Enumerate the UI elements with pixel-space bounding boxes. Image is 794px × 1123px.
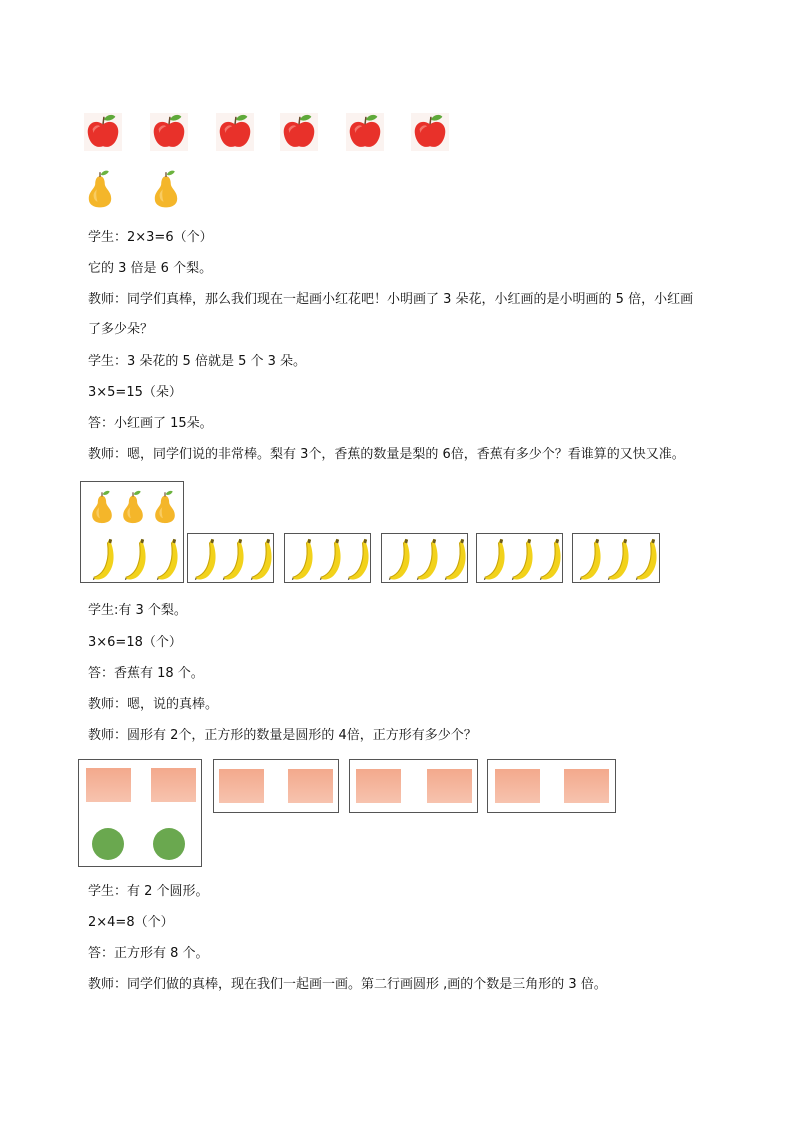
banana-icon (480, 537, 506, 581)
circle-shape (153, 828, 185, 860)
pear-icon (119, 487, 147, 527)
banana-group-box (572, 533, 660, 583)
banana-icon (576, 537, 602, 581)
apple-icon (280, 113, 318, 151)
pear-icon (150, 167, 182, 211)
banana-icon (89, 537, 115, 581)
teacher-remark-line: 教师：嗯，说的真棒。 (88, 697, 219, 712)
banana-icon (316, 537, 342, 581)
teacher-question-line: 教师：嗯，同学们说的非常棒。梨有 3个，香蕉的数量是梨的 6倍，香蕉有多少个？看谁算的又快又准。 (88, 447, 685, 462)
banana-icon (191, 537, 217, 581)
banana-icon (413, 537, 439, 581)
square-shape (151, 768, 196, 802)
teacher-question-line: 了多少朵？ (88, 322, 154, 337)
apple-icon (411, 113, 449, 151)
banana-icon (247, 537, 273, 581)
apple-icon (150, 113, 188, 151)
student-answer-line: 学生:有 3 个梨。 (88, 603, 187, 618)
banana-group-box (476, 533, 563, 583)
banana-icon (604, 537, 630, 581)
square-group-box (213, 759, 339, 813)
teacher-question-line: 教师：圆形有 2个，正方形的数量是圆形的 4倍，正方形有多少个？ (88, 728, 477, 743)
square-shape (356, 769, 401, 803)
pear-icon (84, 167, 116, 211)
answer-line: 答：正方形有 8 个。 (88, 946, 209, 961)
apple-icon (346, 113, 384, 151)
pear-banana-group-box (80, 481, 184, 583)
statement-line: 它的 3 倍是 6 个梨。 (88, 261, 213, 276)
equation-line: 2×4=8（个） (88, 915, 174, 930)
square-shape (495, 769, 540, 803)
equation-line: 3×6=18（个） (88, 635, 182, 650)
square-shape (219, 769, 264, 803)
square-shape (427, 769, 472, 803)
banana-icon (344, 537, 370, 581)
square-shape (86, 768, 131, 802)
apple-icon (84, 113, 122, 151)
student-answer-line: 学生：3 朵花的 5 倍就是 5 个 3 朵。 (88, 354, 307, 369)
pear-icon (88, 487, 116, 527)
banana-icon (632, 537, 658, 581)
answer-line: 答：香蕉有 18 个。 (88, 666, 204, 681)
banana-icon (121, 537, 147, 581)
banana-icon (385, 537, 411, 581)
student-answer-line: 学生：2×3=6（个） (88, 230, 213, 245)
student-answer-line: 学生：有 2 个圆形。 (88, 884, 209, 899)
banana-group-box (284, 533, 371, 583)
banana-icon (219, 537, 245, 581)
banana-icon (153, 537, 179, 581)
square-shape (288, 769, 333, 803)
banana-icon (536, 537, 562, 581)
banana-group-box (187, 533, 274, 583)
apple-icon (216, 113, 254, 151)
square-shape (564, 769, 609, 803)
banana-icon (288, 537, 314, 581)
square-group-box (487, 759, 616, 813)
banana-icon (441, 537, 467, 581)
square-group-box (349, 759, 478, 813)
teacher-question-line: 教师：同学们真棒，那么我们现在一起画小红花吧！小明画了 3 朵花，小红画的是小明画的 5 倍，小红画 (88, 292, 694, 307)
answer-line: 答：小红画了 15朵。 (88, 416, 213, 431)
circle-shape (92, 828, 124, 860)
equation-line: 3×5=15（朵） (88, 385, 182, 400)
banana-group-box (381, 533, 468, 583)
teacher-instruction-line: 教师：同学们做的真棒，现在我们一起画一画。第二行画圆形 ,画的个数是三角形的 3 倍。 (88, 977, 607, 992)
banana-icon (508, 537, 534, 581)
square-circle-group-box (78, 759, 202, 867)
pear-icon (151, 487, 179, 527)
